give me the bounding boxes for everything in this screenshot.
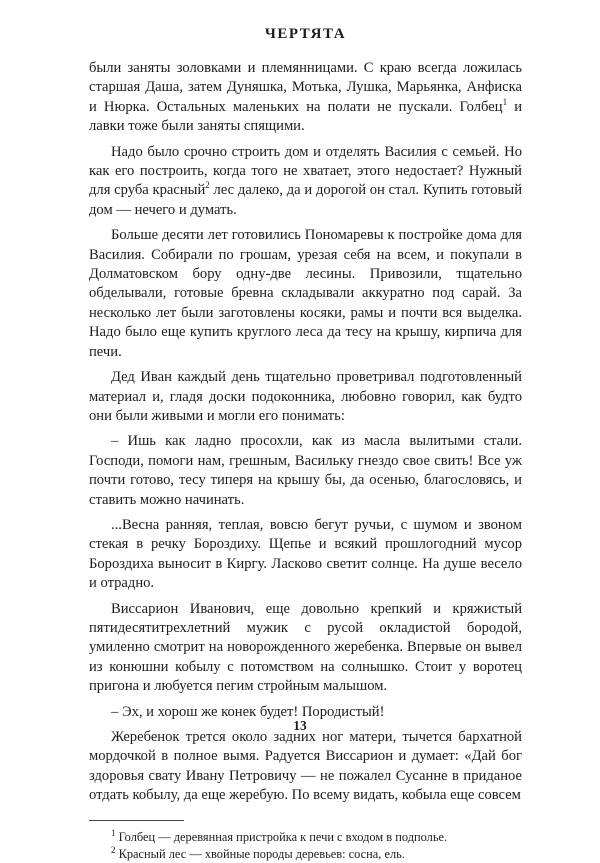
footnote-ref-1: 1 (502, 96, 508, 107)
paragraph-1: были заняты золовками и племянницами. С краю всегда ложилась старшая Даша, затем Дуняшка, Мотька, Лушка, Марьянка, Анфиска и Нюрка. Остальных маленьких на полати не пускали. Голбец$^1$ и лавки тоже были заняты спящими. (89, 60, 523, 135)
paragraph-4: Дед Иван каждый день тщательно проветривал подготовленный материал и, гладя доски подоконника, любовно говорил, как будто они были живыми и могли его понимать: (89, 369, 522, 424)
footnote-ref-2: 2 (205, 180, 210, 191)
paragraph-8: – Эх, и хорош же конек будет! Породистый! (111, 703, 385, 720)
paragraph-6: ...Весна ранняя, теплая, вовсю бегут ручьи, с шумом и звоном стекая в речку Бороздиху. Щепье и всякий прошлогодний мусор Бороздиха выносит в Киргу. Ласково светит солнце. На душе весело и отрадно. (89, 516, 522, 592)
footnotes (89, 829, 522, 863)
paragraph-7: Виссарион Иванович, еще довольно крепкий и кряжистый пятидесятитрехлетний мужик с русой окладистой бородой, умиленно смотрит на новорожденного жеребенка. Впервые он вывел из конюшни кобылу с потомством на солнышко. Стоит у воротец пригона и любуется пегим стройным малышом. (89, 600, 522, 695)
running-header: ЧЕРТЯТА (264, 26, 347, 42)
paragraph-3: Больше десяти лет готовились Пономаревы к постройке дома для Василия. Собирали по грошам, урезая себя на всем, и покупали в Долматовском бору одну-две лесины. Привозили, тщательно обделывали, готовые бревна складывали аккуратно под сарай. За несколько лет были заготовлены косяки, рамы и почти вся выделка. Надо было еще купить круглого леса да тесу на крышу, кирпича для печи. (89, 227, 522, 360)
footnote-1: $^1$ Голбец — деревянная пристройка к печи с входом в подполье. (111, 827, 448, 844)
paragraph-9: Жеребенок трется около задних ног матери, тычется бархатной мордочкой в полное вымя. Радуется Виссарион и думает: «Дай бог здоровья свату Ивану Петровичу — не пожалел Сусанне в приданое отдать кобылу, да еще жеребую. По всему видать, кобыла еще совсем (89, 729, 522, 804)
footnote-2: $^2$ Красный лес — хвойные породы деревьев: сосна, ель. (111, 844, 405, 861)
body-text (89, 59, 522, 806)
paragraph-2: Надо было срочно строить дом и отделять Василия с семьей. Но как его построить, когда того не хватает, этого недостает? Нужный для сруба красный$^2$ лес далеко, да и дорогой он стал. Купить готовый дом — нечего и думать. (89, 143, 522, 218)
paragraph-5: – Ишь как ладно просохли, как из масла вылитыми стали. Господи, помоги нам, грешным, Васильку гнездо свое свить! Все уж почти готово, тесу типеря на крышу бы, да осенью, благословясь, и ставить можно начинать. (89, 433, 522, 508)
page-number: 13 (293, 718, 307, 733)
footnote-divider (89, 820, 184, 821)
